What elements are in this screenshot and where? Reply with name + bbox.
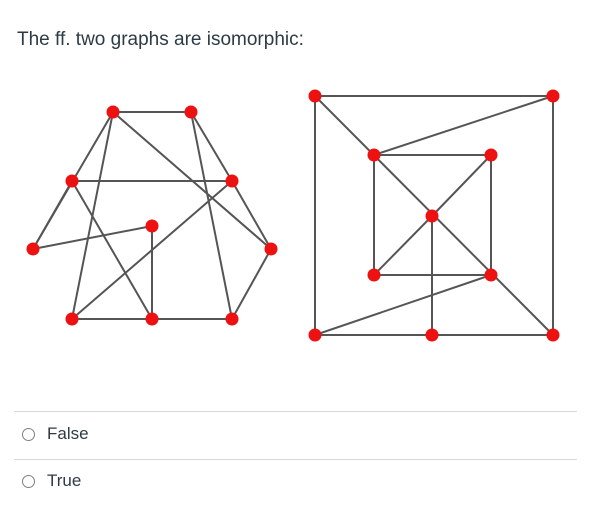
option-label-true: True	[47, 471, 82, 490]
square-graph-vertex	[368, 149, 381, 162]
hexagon-graph-vertex	[146, 220, 159, 233]
square-graph-vertex	[426, 329, 439, 342]
square-graph-vertex	[547, 329, 560, 342]
square-graph-edge	[374, 216, 432, 275]
option-true[interactable]	[22, 466, 81, 496]
divider	[14, 411, 577, 412]
square-graph-edge	[315, 275, 491, 335]
hexagon-graph-vertex	[146, 313, 159, 326]
hexagon-graph-vertex	[27, 243, 40, 256]
hexagon-graph-edge	[72, 181, 152, 319]
square-graph-vertex	[309, 90, 322, 103]
hexagon-graph-vertex	[265, 243, 278, 256]
hexagon-graph-vertex	[66, 175, 79, 188]
hexagon-graph-edge	[191, 112, 232, 319]
divider	[14, 459, 577, 460]
hexagon-graph-vertex	[66, 313, 79, 326]
hexagon-graph-edge	[232, 181, 271, 249]
option-label-false: False	[47, 424, 89, 443]
hexagon-graph-vertex	[185, 106, 198, 119]
hexagon-graph-edge	[33, 226, 152, 249]
square-graph-vertex	[485, 149, 498, 162]
square-graph-vertex	[485, 269, 498, 282]
hexagon-graph-vertex	[107, 106, 120, 119]
option-false[interactable]	[22, 419, 89, 449]
square-graph-edge	[432, 155, 491, 216]
hexagon-graph-edge	[232, 249, 271, 319]
hexagon-graph-vertex	[226, 175, 239, 188]
square-graph-vertex	[426, 210, 439, 223]
vertices-layer	[27, 90, 560, 342]
radio-false[interactable]	[22, 428, 35, 441]
hexagon-graph-vertex	[226, 313, 239, 326]
question-prompt: The ff. two graphs are isomorphic:	[17, 29, 304, 50]
edges-layer	[33, 96, 553, 335]
square-graph-vertex	[547, 90, 560, 103]
square-graph-vertex	[309, 329, 322, 342]
radio-true[interactable]	[22, 475, 35, 488]
square-graph-vertex	[368, 269, 381, 282]
square-graph-edge	[374, 96, 553, 155]
